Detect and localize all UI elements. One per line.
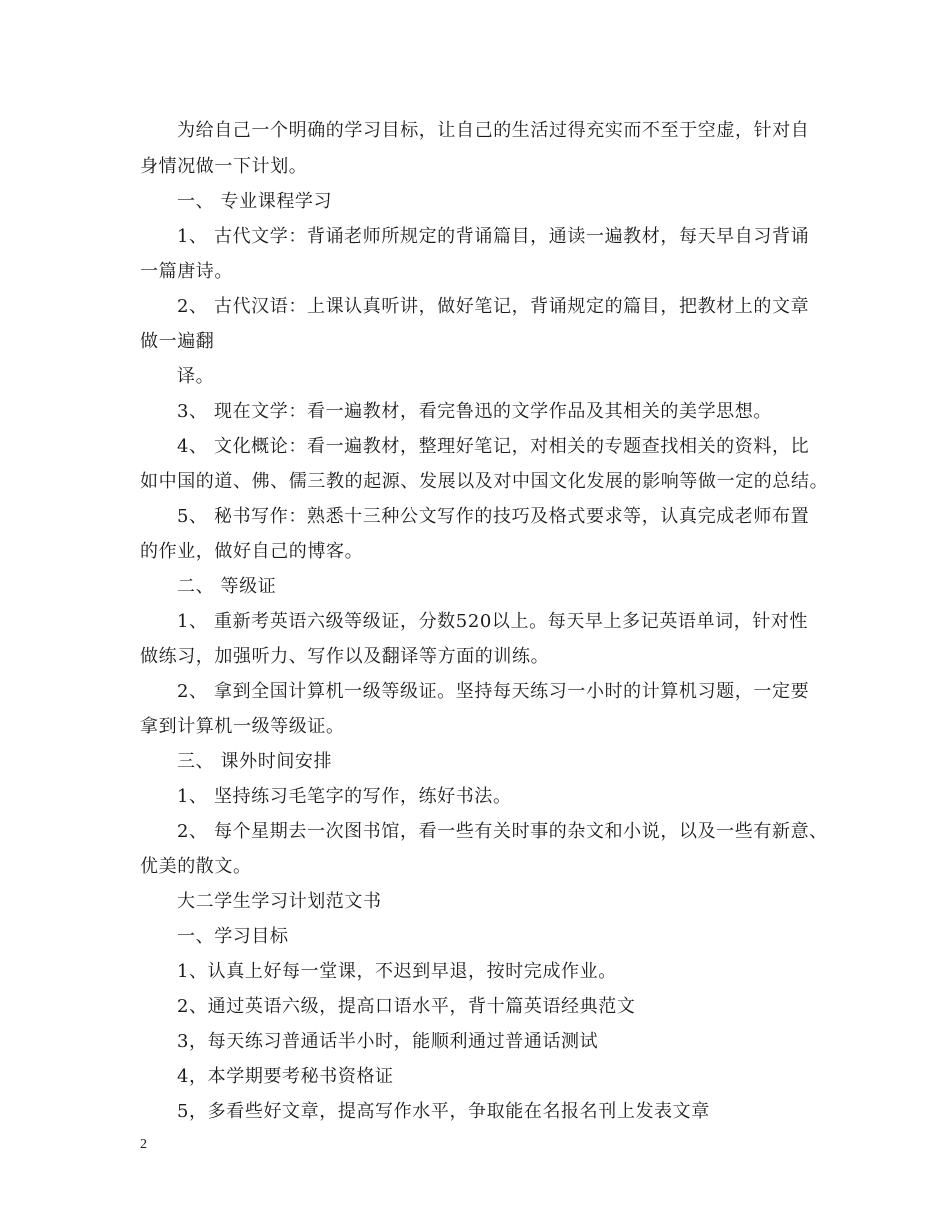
paragraph-line: 身情况做一下计划。 [140, 156, 308, 177]
paragraph-line: 做练习，加强听力、写作以及翻译等方面的训练。 [140, 646, 550, 667]
paragraph-line: 优美的散文。 [140, 856, 252, 877]
list-item: 5，多看些好文章，提高写作水平，争取能在名报名刊上发表文章 [177, 1101, 710, 1122]
paragraph-line: 5、 秘书写作：熟悉十三种公文写作的技巧及格式要求等，认真完成老师布置 [177, 506, 810, 527]
list-item: 4，本学期要考秘书资格证 [177, 1066, 394, 1087]
paragraph-line: 2、 古代汉语：上课认真听讲，做好笔记，背诵规定的篇目，把教材上的文章 [177, 296, 810, 317]
section-heading: 三、 课外时间安排 [177, 751, 333, 772]
list-item: 2、通过英语六级，提高口语水平，背十篇英语经典范文 [177, 996, 636, 1017]
paragraph-line: 1、 古代文学：背诵老师所规定的背诵篇目，通读一遍教材，每天早自习背诵 [177, 226, 810, 247]
paragraph-line: 2、 拿到全国计算机一级等级证。坚持每天练习一小时的计算机习题，一定要 [177, 681, 810, 702]
page-number: 2 [140, 1137, 147, 1152]
section-heading: 二、 等级证 [177, 576, 277, 597]
paragraph-line: 如中国的道、佛、儒三教的起源、发展以及对中国文化发展的影响等做一定的总结。 [140, 471, 829, 492]
paragraph-line: 拿到计算机一级等级证。 [140, 716, 345, 737]
paragraph-line: 4、 文化概论：看一遍教材，整理好笔记，对相关的专题查找相关的资料，比 [177, 436, 810, 457]
list-item: 3，每天练习普通话半小时，能顺利通过普通话测试 [177, 1031, 599, 1052]
paragraph-line: 为给自己一个明确的学习目标，让自己的生活过得充实而不至于空虚，针对自 [177, 120, 810, 141]
list-item: 1、认真上好每一堂课，不迟到早退，按时完成作业。 [177, 961, 617, 982]
section-heading: 一、学习目标 [177, 926, 289, 947]
document-subtitle: 大二学生学习计划范文书 [177, 891, 382, 912]
paragraph-line: 一篇唐诗。 [140, 261, 233, 282]
paragraph-line: 做一遍翻 [140, 331, 215, 352]
paragraph-line: 1、 坚持练习毛笔字的写作，练好书法。 [177, 786, 512, 807]
paragraph-line: 1、 重新考英语六级等级证，分数520以上。每天早上多记英语单词，针对性 [177, 611, 809, 632]
paragraph-line: 译。 [177, 366, 215, 387]
section-heading: 一、 专业课程学习 [177, 191, 333, 212]
paragraph-line: 2、 每个星期去一次图书馆，看一些有关时事的杂文和小说，以及一些有新意、 [177, 821, 828, 842]
paragraph-line: 3、 现在文学：看一遍教材，看完鲁迅的文学作品及其相关的美学思想。 [177, 401, 772, 422]
paragraph-line: 的作业，做好自己的博客。 [140, 541, 364, 562]
